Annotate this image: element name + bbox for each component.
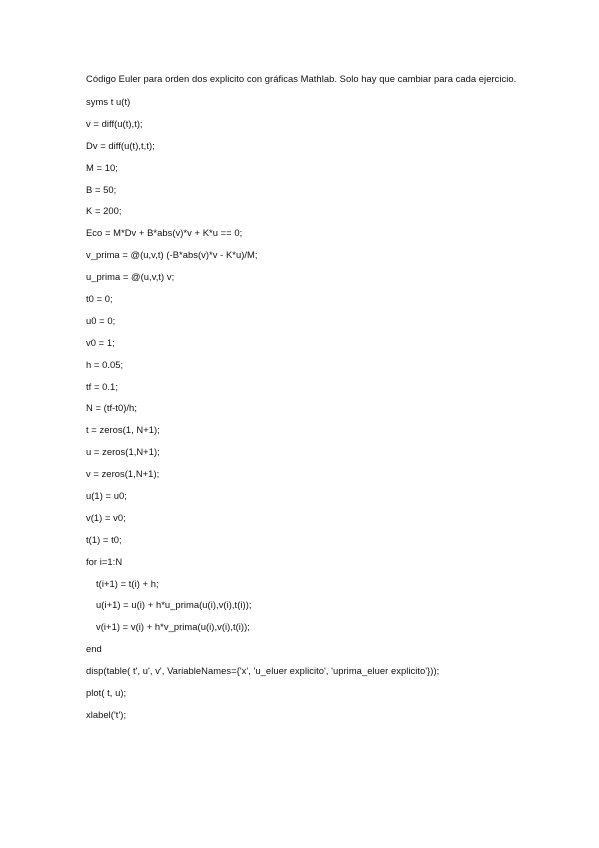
- code-line: u(i+1) = u(i) + h*u_prima(u(i),v(i),t(i));: [96, 599, 252, 611]
- document-body: [86, 71, 526, 729]
- code-line: u0 = 0;: [86, 314, 116, 326]
- code-line: v_prima = @(u,v,t) (-B*abs(v)*v - K*u)/M;: [86, 249, 258, 261]
- code-line: plot( t, u);: [86, 687, 127, 699]
- code-line: u = zeros(1,N+1);: [86, 446, 160, 458]
- code-line: for i=1:N: [86, 555, 123, 567]
- code-line: u(1) = u0;: [86, 490, 127, 502]
- code-line: Eco = M*Dv + B*abs(v)*v + K*u == 0;: [86, 227, 243, 239]
- code-line: K = 200;: [86, 205, 122, 217]
- code-line: B = 50;: [86, 183, 117, 195]
- code-line: v(i+1) = v(i) + h*v_prima(u(i),v(i),t(i));: [96, 621, 250, 633]
- code-line: v0 = 1;: [86, 336, 115, 348]
- code-line: N = (tf-t0)/h;: [86, 402, 137, 414]
- code-line: h = 0.05;: [86, 358, 124, 370]
- code-line: t = zeros(1, N+1);: [86, 424, 160, 436]
- code-line: v(1) = v0;: [86, 511, 126, 523]
- code-line: t(1) = t0;: [86, 533, 122, 545]
- code-line: end: [86, 643, 102, 655]
- code-line: v = diff(u(t),t);: [86, 117, 143, 129]
- code-listing: [86, 94, 526, 729]
- code-line: t0 = 0;: [86, 293, 113, 305]
- code-line: v = zeros(1,N+1);: [86, 468, 160, 480]
- code-line: tf = 0.1;: [86, 380, 118, 392]
- code-line: xlabel('t');: [86, 708, 127, 720]
- code-line: disp(table( t', u', v', VariableNames={'x', 'u_eluer explicito', 'uprima_eluer explicito'}));: [86, 665, 440, 677]
- code-line: u_prima = @(u,v,t) v;: [86, 271, 175, 283]
- code-line: syms t u(t): [86, 96, 131, 107]
- code-line: Dv = diff(u(t),t,t);: [86, 139, 155, 151]
- code-line: M = 10;: [86, 161, 118, 173]
- intro-paragraph: Código Euler para orden dos explicito con gráficas Mathlab. Solo hay que cambiar para cada ejercicio.: [86, 73, 517, 84]
- code-line: t(i+1) = t(i) + h;: [96, 577, 159, 589]
